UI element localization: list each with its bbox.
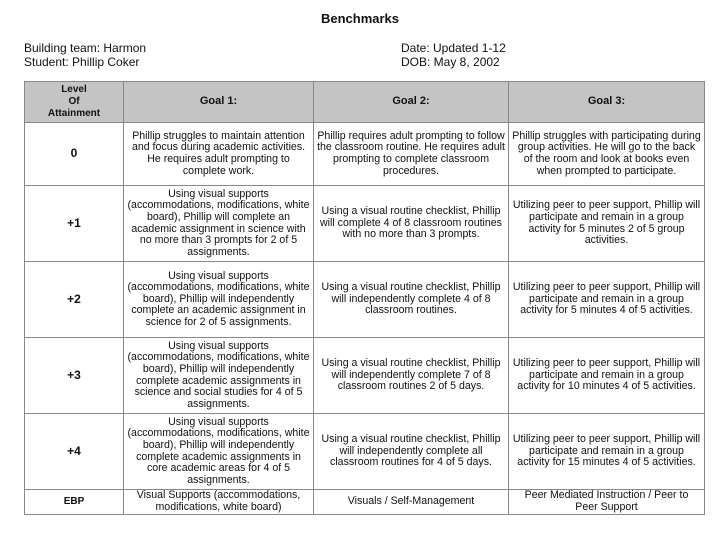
level-cell: +2 xyxy=(25,262,124,338)
dob-text: DOB: May 8, 2002 xyxy=(401,55,500,69)
date-text: Date: Updated 1-12 xyxy=(401,41,506,55)
header-level-line1: Level xyxy=(61,84,87,95)
student-info-right xyxy=(401,41,506,69)
table-row xyxy=(25,414,705,490)
student-info-left xyxy=(24,41,146,69)
table-row xyxy=(25,338,705,414)
benchmarks-table xyxy=(24,81,705,515)
level-cell: +4 xyxy=(25,414,124,490)
goal3-cell: Utilizing peer to peer support, Phillip will participate and remain in a group activity for 10 minutes 4 of 5 activities. xyxy=(509,338,705,414)
table-row xyxy=(25,186,705,262)
table-header-row xyxy=(25,82,705,123)
goal2-cell: Using a visual routine checklist, Phillip will independently complete all classroom routines for 4 of 5 days. xyxy=(314,414,509,490)
table-row xyxy=(25,490,705,515)
header-goal-3: Goal 3: xyxy=(509,82,705,123)
goal2-cell: Phillip requires adult prompting to follow the classroom routine. He requires adult prompting to complete classroom procedures. xyxy=(314,123,509,186)
goal2-cell: Using a visual routine checklist, Phillip will independently complete 4 of 8 classroom routines. xyxy=(314,262,509,338)
goal3-cell: Utilizing peer to peer support, Phillip will participate and remain in a group activity for 5 minutes 4 of 5 activities. xyxy=(509,262,705,338)
header-level-line2: Of xyxy=(68,96,80,107)
goal3-cell: Phillip struggles with participating during group activities. He will go to the back of the room and look at books even when prompted to participate. xyxy=(509,123,705,186)
goal1-cell: Using visual supports (accommodations, modifications, white board), Phillip will complete an academic assignment in science with no more than 3 prompts for 2 of 5 assignments. xyxy=(124,186,314,262)
goal3-cell: Utilizing peer to peer support, Phillip will participate and remain in a group activity for 15 minutes 4 of 5 activities. xyxy=(509,414,705,490)
table-row xyxy=(25,262,705,338)
student-name-text: Student: Phillip Coker xyxy=(24,55,140,69)
goal2-cell: Using a visual routine checklist, Phillip will complete 4 of 8 classroom routines with no more than 3 prompts. xyxy=(314,186,509,262)
header-goal-2: Goal 2: xyxy=(314,82,509,123)
level-cell: 0 xyxy=(25,123,124,186)
goal1-cell: Using visual supports (accommodations, modifications, white board), Phillip will independently complete academic assignments in science and social studies for 4 of 5 assignments. xyxy=(124,338,314,414)
goal2-cell: Using a visual routine checklist, Phillip will independently complete 7 of 8 classroom routines 2 of 5 days. xyxy=(314,338,509,414)
goal3-cell: Utilizing peer to peer support, Phillip will participate and remain in a group activity for 5 minutes 2 of 5 group activities. xyxy=(509,186,705,262)
header-level-of-attainment xyxy=(25,82,124,123)
header-level-line3: Attainment xyxy=(47,108,101,119)
goal3-cell: Peer Mediated Instruction / Peer to Peer Support xyxy=(509,490,705,515)
page-title: Benchmarks xyxy=(320,11,400,26)
table-row xyxy=(25,123,705,186)
goal1-cell: Visual Supports (accommodations, modifications, white board) xyxy=(124,490,314,515)
building-team-text: Building team: Harmon xyxy=(24,41,147,55)
goal1-cell: Using visual supports (accommodations, modifications, white board), Phillip will independently complete an academic assignment in science for 2 of 5 assignments. xyxy=(124,262,314,338)
goal1-cell: Using visual supports (accommodations, modifications, white board), Phillip will independently complete academic assignments in core academic areas for 4 of 5 assignments. xyxy=(124,414,314,490)
goal1-cell: Phillip struggles to maintain attention and focus during academic activities. He requires adult prompting to complete work. xyxy=(124,123,314,186)
goal2-cell: Visuals / Self-Management xyxy=(314,490,509,515)
level-cell: +3 xyxy=(25,338,124,414)
level-cell: +1 xyxy=(25,186,124,262)
header-goal-1: Goal 1: xyxy=(124,82,314,123)
level-cell: EBP xyxy=(25,490,124,515)
